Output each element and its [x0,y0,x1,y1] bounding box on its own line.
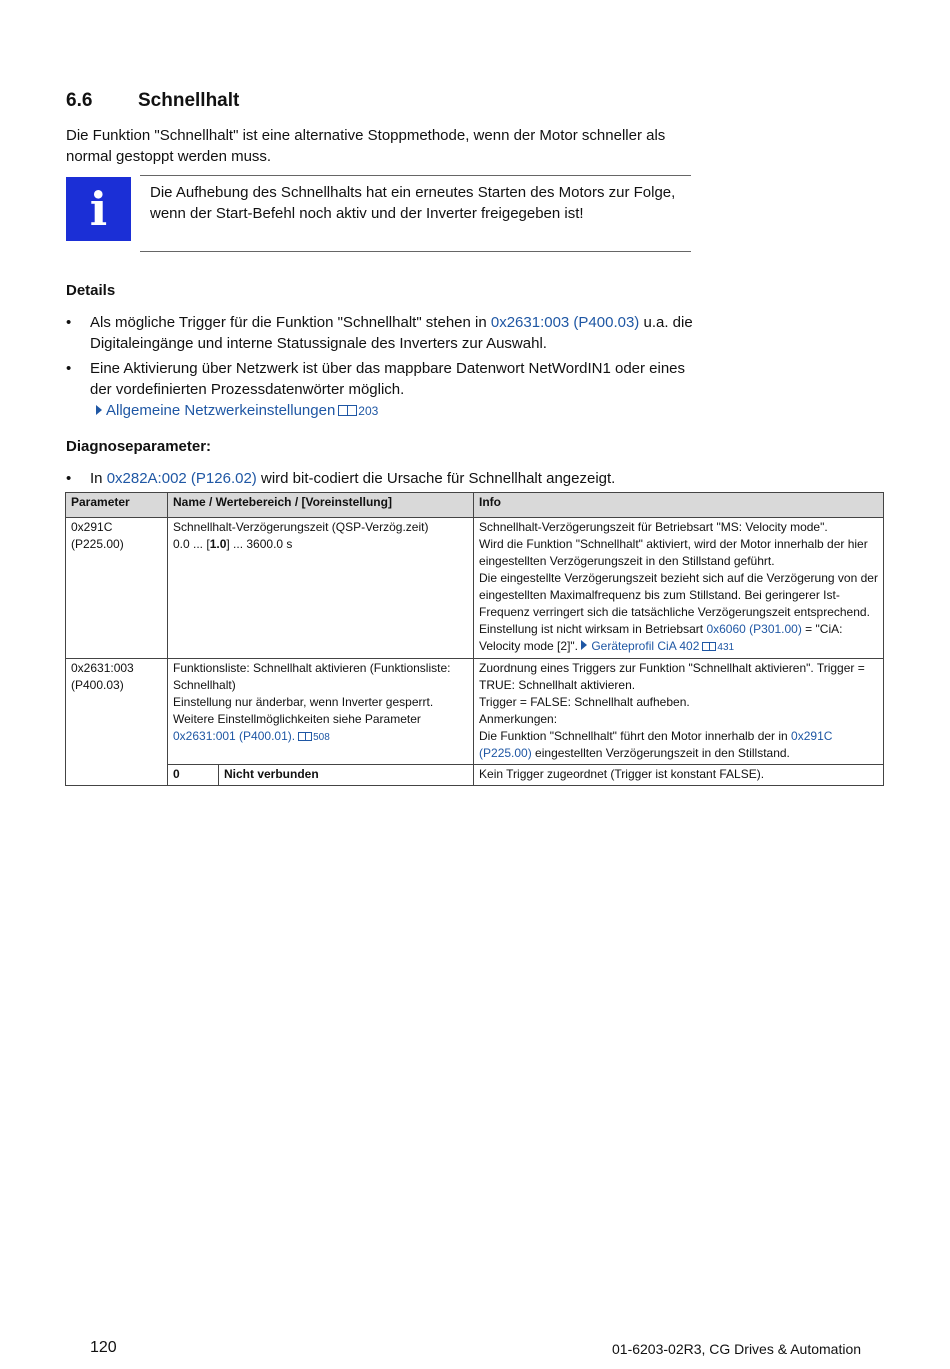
param-cell [66,659,168,786]
range-text: ] ... 3600.0 s [226,537,293,551]
bullet-dot: • [66,314,72,331]
param-code: (P225.00) [71,537,124,551]
book-icon [338,405,357,416]
note-bottom-rule [140,251,691,252]
link-text: Allgemeine Netzwerkeinstellungen [106,402,336,419]
section-title: Schnellhalt [138,90,240,111]
bullet-text: u.a. die Digitaleingänge und interne Statussignale des Inverters zur Auswahl. [90,314,693,352]
link-text: 0x2631:001 (P400.01). [173,729,296,743]
details-heading: Details [66,282,116,299]
param-cell [66,518,168,659]
arrow-right-icon [96,405,102,415]
list-item [66,358,696,422]
info-text: Trigger = FALSE: Schnellhalt aufheben. [479,695,690,709]
table-header-row [66,493,884,518]
arrow-right-icon [581,640,587,650]
info-text [479,728,878,762]
info-cell [474,659,884,765]
page-number: 120 [90,1339,117,1356]
page-ref: 431 [717,642,735,653]
info-text [479,621,878,656]
page-ref: 203 [358,404,379,418]
range-default: 1.0 [209,537,227,551]
bullet-text: Als mögliche Trigger für die Funktion "Schnellhalt" stehen in [90,314,491,331]
note-top-rule [140,175,691,176]
value-cell: 0 [168,765,219,786]
param-id: 0x2631:003 [71,661,134,675]
page-ref: 508 [313,732,330,743]
column-header: Name / Wertebereich / [Voreinstellung] [168,493,474,518]
table-row [66,765,884,786]
section-heading [66,90,239,112]
param-link[interactable] [173,729,330,743]
book-icon [298,732,312,741]
table-row [66,659,884,765]
name-cell [168,659,474,765]
info-icon-letter: i [89,182,108,236]
param-link[interactable]: 0x282A:002 (P126.02) [106,470,257,487]
info-text: Zuordnung eines Triggers zur Funktion "Schnellhalt aktivieren". Trigger = TRUE: Schnellhalt aktivieren. [479,661,865,692]
parameter-table [65,492,884,786]
link-text: Geräteprofil CiA 402 [591,639,700,653]
param-link[interactable]: 0x2631:003 (P400.03) [490,314,640,331]
list-item [66,468,766,489]
info-text-part: Die Funktion "Schnellhalt" führt den Motor innerhalb der in [479,729,792,743]
diagnose-item [66,468,766,493]
list-item [66,312,696,354]
bullet-text: wird bit-codiert die Ursache für Schnellhalt angezeigt. [256,470,616,487]
value-label-cell: Nicht verbunden [219,765,474,786]
info-icon [66,177,131,241]
info-text: Wird die Funktion "Schnellhalt" aktiviert, wird der Motor innerhalb der hier eingestellten Verzögerungszeit in den Stillstand geführt. [479,537,868,568]
param-name: Schnellhalt-Verzögerungszeit (QSP-Verzög.zeit) [173,520,429,534]
column-header: Parameter [66,493,168,518]
book-icon [702,642,716,651]
bullet-dot: • [66,470,72,487]
param-link[interactable]: 0x291C (P225.00) [479,729,833,760]
param-range [173,536,468,553]
info-cell [474,518,884,659]
profile-link[interactable] [581,639,734,653]
note-text-part: Weitere Einstellmöglichkeiten siehe Parameter [173,712,421,726]
note-text: Die Aufhebung des Schnellhalts hat ein erneutes Starten des Motors zur Folge, wenn der Start-Befehl noch aktiv und der Inverter freigegeben ist! [150,184,676,222]
param-link[interactable]: 0x6060 (P301.00) [706,622,802,636]
info-text: Anmerkungen: [479,712,558,726]
info-text: Schnellhalt-Verzögerungszeit für Betriebsart "MS: Velocity mode". [479,520,828,534]
column-header: Info [474,493,884,518]
info-text-part: = "CiA: Velocity mode [2]". [479,622,843,653]
param-id: 0x291C [71,520,113,534]
param-code: (P400.03) [71,678,124,692]
bullet-text: In [90,470,107,487]
info-text-part: Einstellung ist nicht wirksam in Betriebsart [479,622,707,636]
bullet-dot: • [66,360,72,377]
table-row [66,518,884,659]
bullet-text: Eine Aktivierung über Netzwerk ist über das mappbare Datenwort NetWordIN1 oder eines der vordefinierten Prozessdatenwörter möglich. [90,360,686,398]
section-number: 6.6 [66,90,93,111]
info-text-part: eingestellten Verzögerungszeit in den Stillstand. [531,746,790,760]
intro-paragraph: Die Funktion "Schnellhalt" ist eine alternative Stoppmethode, wenn der Motor schneller als normal gestoppt werden muss. [66,127,666,165]
info-text: Die eingestellte Verzögerungszeit bezieht sich auf die Verzögerung von der eingestellten Maximalfrequenz bis zum Stillstand. Bei geringerer Ist-Frequenz verringert sich die tatsächliche Verzögerungszeit entsprechend. [479,571,878,619]
network-settings-link[interactable] [96,402,378,419]
document-id: 01-6203-02R3, CG Drives & Automation [612,1341,862,1357]
param-name: Funktionsliste: Schnellhalt aktivieren (Funktionsliste: Schnellhalt) [173,661,451,692]
range-text: 0.0 ... [ [173,537,210,551]
diagnose-heading: Diagnoseparameter: [66,438,212,455]
param-note [173,711,468,746]
info-cell: Kein Trigger zugeordnet (Trigger ist konstant FALSE). [474,765,884,786]
param-note: Einstellung nur änderbar, wenn Inverter gesperrt. [173,695,434,709]
details-list [66,312,696,426]
name-cell [168,518,474,659]
